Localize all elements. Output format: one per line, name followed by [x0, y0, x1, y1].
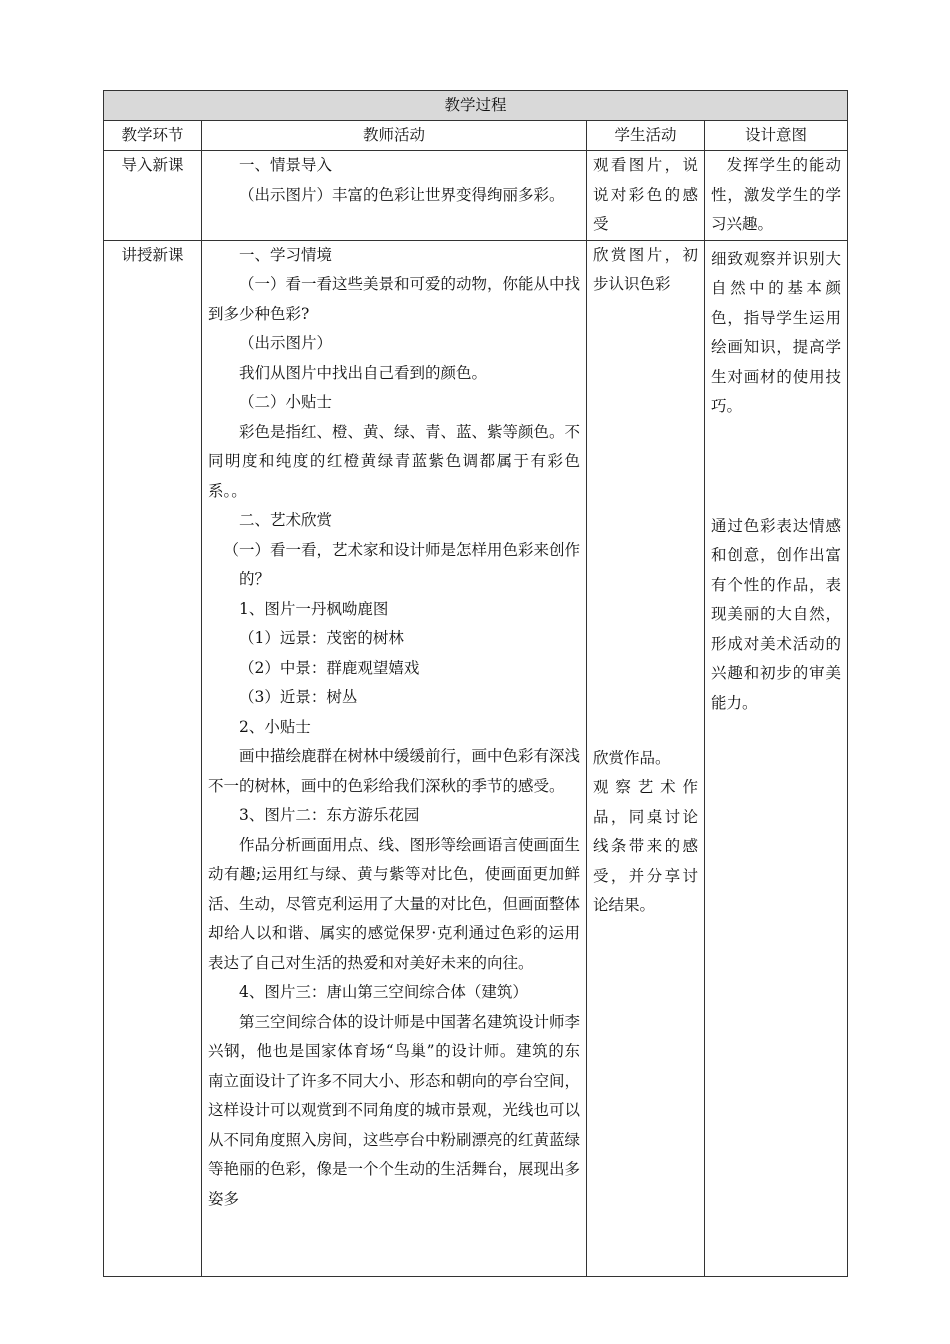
- design-intent-cell: [705, 240, 848, 1276]
- col-header-intent: 设计意图: [705, 121, 848, 151]
- teacher-activity-cell: [202, 151, 587, 241]
- teacher-text: （1）远景：茂密的树林: [239, 629, 404, 647]
- teacher-text: 一、学习情境: [239, 245, 333, 264]
- teacher-text: 二、艺术欣赏: [239, 511, 333, 529]
- teacher-text: 彩色是指红、橙、黄、绿、青、蓝、紫等颜色。不同明度和纯度的红橙黄绿青蓝紫色调都属于有彩色系。。: [208, 422, 581, 500]
- student-text: 观察艺术作品，同桌讨论线条带来的感受，并分享讨论结果。: [593, 778, 698, 914]
- student-activity-cell: [587, 151, 705, 241]
- table-row: [104, 151, 848, 241]
- teacher-activity-cell: [202, 240, 587, 1276]
- teacher-text: （二）小贴士: [239, 393, 333, 411]
- teacher-text: （出示图片）: [239, 334, 333, 352]
- teacher-text: 作品分析画面用点、线、图形等绘画语言使画面生动有趣;运用红与绿、黄与紫等对比色，使画面更加鲜活、生动，尽管克利运用了大量的对比色，但画面整体却给人以和谐、属实的感觉保罗·克利通过色彩的运用表达了自己对生活的热爱和对美好未来的向往。: [208, 835, 581, 972]
- student-text: 欣赏作品。: [593, 748, 671, 767]
- intent-text: 发挥学生的能动性，激发学生的学习兴趣。: [711, 156, 842, 233]
- teacher-text: 4、图片三：唐山第三空间综合体（建筑）: [239, 983, 528, 1001]
- teacher-text: （出示图片）丰富的色彩让世界变得绚丽多彩。: [239, 185, 565, 204]
- teacher-text: 第三空间综合体的设计师是中国著名建筑设计师李兴钢，他也是国家体育场“鸟巢”的设计师。建筑的东南立面设计了许多不同大小、形态和朝向的亭台空间，这样设计可以观赏到不同角度的城市景观，光线也可以从不同角度照入房间，这些亭台中粉刷漂亮的红黄蓝绿等艳丽的色彩，像是一个个生动的生活舞台，展现出多姿多: [208, 1012, 581, 1208]
- intent-text: 通过色彩表达情感和创意，创作出富有个性的作品，表现美丽的大自然，形成对美术活动的兴趣和初步的审美能力。: [711, 516, 842, 712]
- col-header-stage: 教学环节: [104, 121, 202, 151]
- table-row: [104, 240, 848, 1276]
- student-activity-cell: [587, 240, 705, 1276]
- student-text: 欣赏图片，初步认识色彩: [593, 245, 698, 293]
- teacher-text: （3）近景：树丛: [239, 688, 358, 706]
- teacher-text: 我们从图片中找出自己看到的颜色。: [239, 363, 488, 382]
- col-header-student: 学生活动: [587, 121, 705, 151]
- col-header-teacher: 教师活动: [202, 121, 587, 151]
- intent-text: 细致观察并识别大自然中的基本颜色，指导学生运用绘画知识，提高学生对画材的使用技巧。: [711, 249, 842, 415]
- stage-cell: 讲授新课: [104, 240, 202, 1276]
- design-intent-cell: [705, 151, 848, 241]
- teacher-text: 2、小贴士: [239, 717, 311, 736]
- teacher-text: （一）看一看，艺术家和设计师是怎样用色彩来创作的？: [223, 540, 581, 588]
- stage-cell: 导入新课: [104, 151, 202, 241]
- teacher-text: 一、情景导入: [239, 156, 333, 174]
- teacher-text: 画中描绘鹿群在树林中缓缓前行，画中色彩有深浅不一的树林，画中的色彩给我们深秋的季节的感受。: [208, 747, 581, 795]
- teacher-text: 3、图片二：东方游乐花园: [239, 806, 420, 824]
- teacher-text: 1、图片一丹枫呦鹿图: [239, 599, 389, 618]
- lesson-process-table: [103, 90, 847, 1277]
- table-title: 教学过程: [104, 91, 848, 121]
- teacher-text: （一）看一看这些美景和可爱的动物，你能从中找到多少种色彩?: [208, 275, 581, 323]
- student-text: 观看图片，说说对彩色的感受: [593, 156, 698, 233]
- teacher-text: （2）中景：群鹿观望嬉戏: [239, 658, 420, 677]
